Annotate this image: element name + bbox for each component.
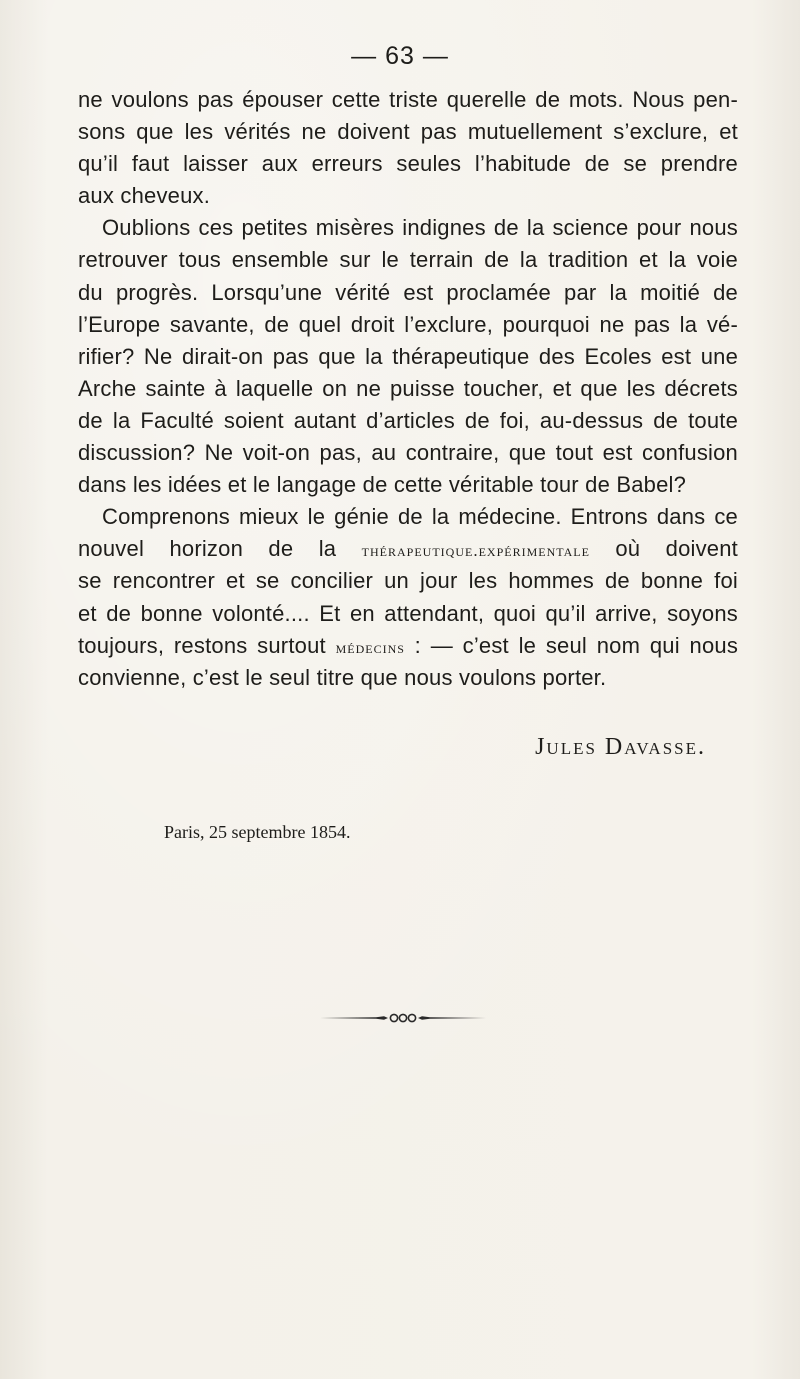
text-line: qu’il faut laisser aux erreurs seules l’habitude de se prendre xyxy=(78,151,738,177)
text-line-mixed xyxy=(78,533,738,565)
text-line: se rencontrer et se concilier un jour les hommes de bonne foi xyxy=(78,568,738,594)
small-caps-term: thérapeutique.expérimentale xyxy=(361,541,590,561)
ornament-right-taper xyxy=(418,1016,486,1020)
ornament-ring xyxy=(399,1014,406,1021)
text-line: et de bonne volonté.... Et en attendant, quoi qu’il arrive, soyons xyxy=(78,600,738,626)
ornament-ring xyxy=(390,1014,397,1021)
text-fragment: où doivent xyxy=(615,536,738,562)
text-fragment: nouvel horizon de la xyxy=(78,536,337,562)
body-text xyxy=(78,84,738,694)
text-line: aux cheveux. xyxy=(78,183,211,209)
text-fragment: : — c’est le seul nom qui nous xyxy=(414,632,739,658)
text-line: l’Europe savante, de quel droit l’exclure, pourquoi ne pas la vé- xyxy=(78,311,738,337)
text-line: sons que les vérités ne doivent pas mutuellement s’exclure, et xyxy=(78,119,738,145)
page-number: — 63 — xyxy=(351,42,449,70)
text-line: ne voulons pas épouser cette triste querelle de mots. Nous pen- xyxy=(78,87,738,112)
text-line: rifier? Ne dirait-on pas que la thérapeutique des Ecoles est une xyxy=(78,343,738,369)
horizontal-rule-ornament-icon xyxy=(318,1010,488,1026)
text-fragment: toujours, restons surtout xyxy=(78,632,326,658)
paragraph-first-line: Comprenons mieux le génie de la médecine. Entrons dans ce xyxy=(102,504,738,530)
text-line-mixed xyxy=(78,630,738,662)
paragraph-first-line: Oublions ces petites misères indignes de la science pour nous xyxy=(102,215,738,241)
text-line: du progrès. Lorsqu’une vérité est proclamée par la moitié de xyxy=(78,279,738,305)
text-line: discussion? Ne voit-on pas, au contraire, que tout est confusion xyxy=(78,440,738,466)
author-signature: Jules Davasse. xyxy=(535,734,706,760)
text-line: dans les idées et le langage de cette véritable tour de Babel? xyxy=(78,472,687,498)
ornament-ring xyxy=(408,1014,415,1021)
text-line: convienne, c’est le seul titre que nous voulons porter. xyxy=(78,664,607,690)
small-caps-term: médecins xyxy=(335,637,405,657)
text-line: retrouver tous ensemble sur le terrain de la tradition et la voie xyxy=(78,247,738,273)
ornament-left-taper xyxy=(320,1016,388,1020)
text-line: Arche sainte à laquelle on ne puisse toucher, et que les décrets xyxy=(78,375,738,401)
dateline: Paris, 25 septembre 1854. xyxy=(164,822,351,842)
text-line: de la Faculté soient autant d’articles de foi, au-dessus de toute xyxy=(78,407,738,433)
